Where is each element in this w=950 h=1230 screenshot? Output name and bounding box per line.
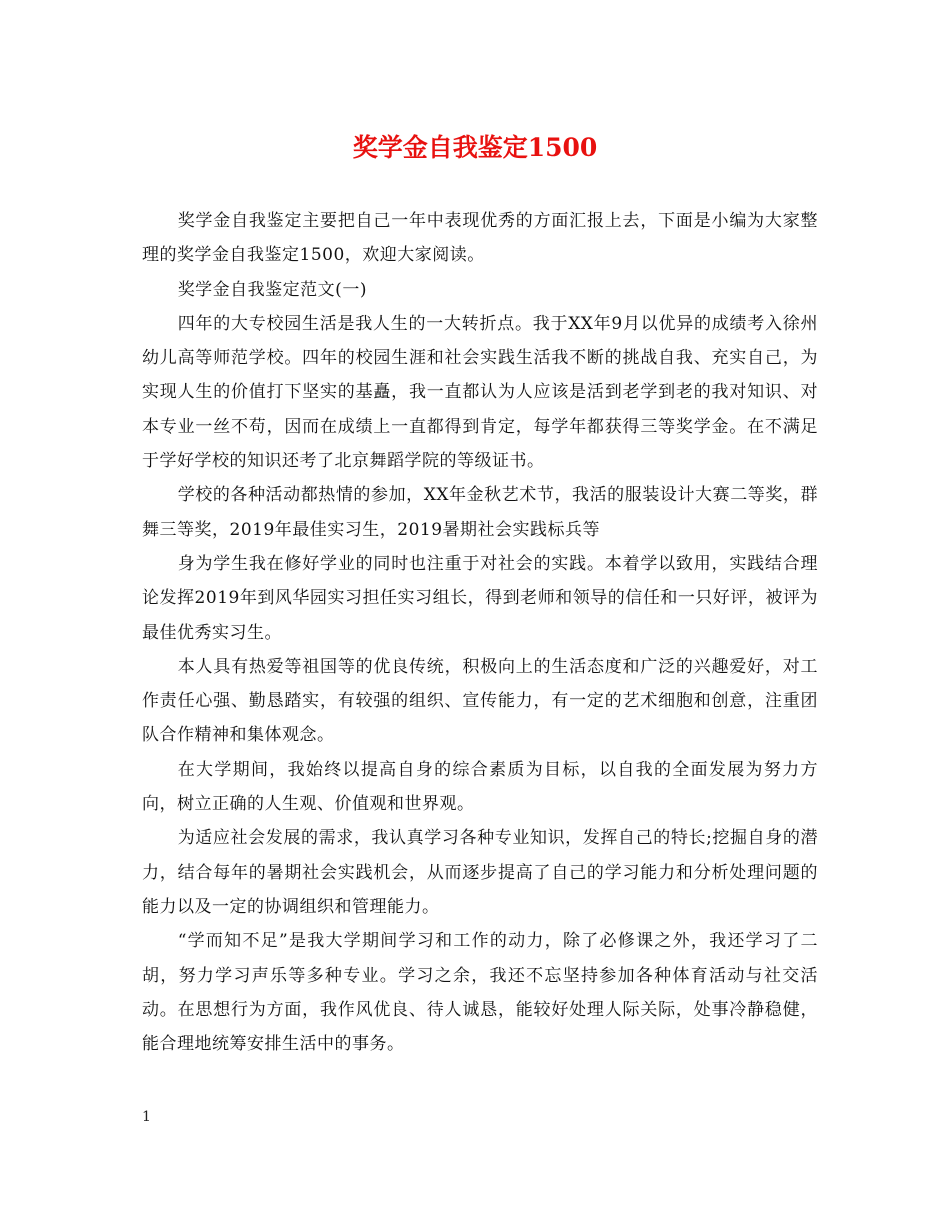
paragraph-activities: 学校的各种活动都热情的参加，XX年金秋艺术节，我活的服装设计大赛二等奖，群舞三等奖，2019年最佳实习生，2019暑期社会实践标兵等 (142, 485, 818, 540)
paragraph-section-heading: 奖学金自我鉴定范文(一) (177, 279, 367, 300)
page-number: 1 (142, 1109, 151, 1125)
paragraph-skills: 为适应社会发展的需求，我认真学习各种专业知识，发挥自己的特长;挖掘自身的潜力，结合每年的暑期社会实践机会，从而逐步提高了自己的学习能力和分析处理问题的能力以及一定的协调组织和管理能力。 (142, 828, 818, 917)
paragraph-goals: 在大学期间，我始终以提高自身的综合素质为目标，以自我的全面发展为努力方向，树立正确的人生观、价值观和世界观。 (142, 759, 818, 815)
paragraph-practice: 身为学生我在修好学业的同时也注重于对社会的实践。本着学以致用，实践结合理论发挥2019年到风华园实习担任实习组长，得到老师和领导的信任和一只好评，被评为最佳优秀实习生。 (142, 553, 818, 643)
document-body (142, 204, 818, 1061)
paragraph-college-life: 四年的大专校园生活是我人生的一大转折点。我于XX年9月以优异的成绩考入徐州幼儿高等师范学校。四年的校园生涯和社会实践生活我不断的挑战自我、充实自己，为实现人生的价值打下坚实的基矗，我一直都认为人应该是活到老学到老的我对知识、对本专业一丝不苟，因而在成绩上一直都得到肯定，每学年都获得三等奖学金。在不满足于学好学校的知识还考了北京舞蹈学院的等级证书。 (142, 313, 818, 472)
paragraph-intro: 奖学金自我鉴定主要把自己一年中表现优秀的方面汇报上去，下面是小编为大家整理的奖学金自我鉴定1500，欢迎大家阅读。 (142, 211, 818, 266)
paragraph-character: 本人具有热爱等祖国等的优良传统，积极向上的生活态度和广泛的兴趣爱好，对工作责任心强、勤恳踏实，有较强的组织、宣传能力，有一定的艺术细胞和创意，注重团队合作精神和集体观念。 (142, 656, 818, 746)
document-title: 奖学金自我鉴定1500 (352, 133, 598, 162)
paragraph-learning: “学而知不足”是我大学期间学习和工作的动力，除了必修课之外，我还学习了二胡，努力学习声乐等多种专业。学习之余，我还不忘坚持参加各种体育活动与社交活动。在思想行为方面，我作风优良、待人诚恳，能较好处理人际关际，处事冷静稳健，能合理地统筹安排生活中的事务。 (142, 931, 818, 1055)
